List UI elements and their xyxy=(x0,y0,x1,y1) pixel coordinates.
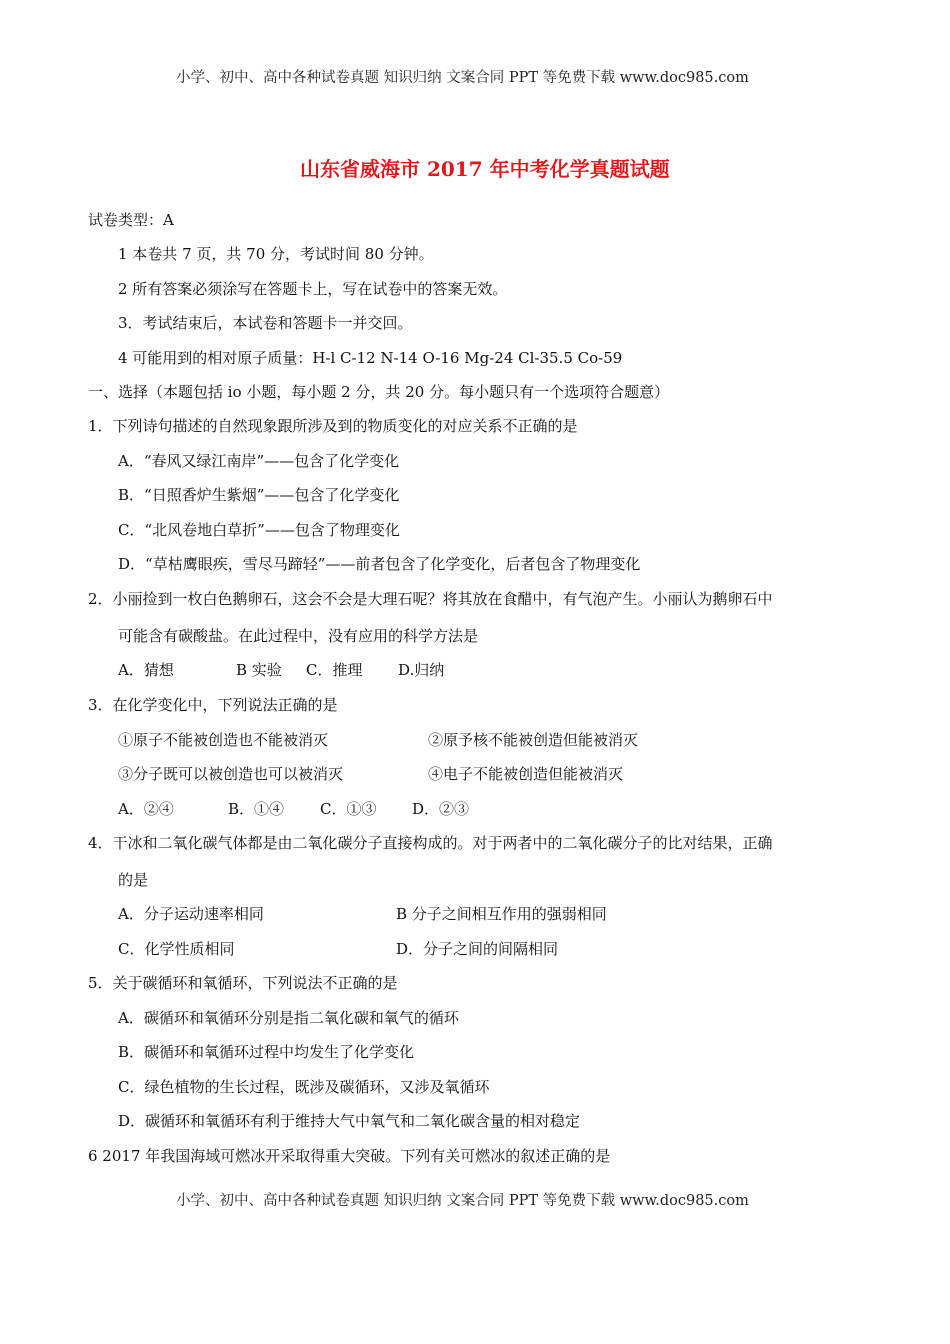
q3-stem: 3．在化学变化中，下列说法正确的是 xyxy=(88,696,338,714)
q2-stem-line2: 可能含有碳酸盐。在此过程中，没有应用的科学方法是 xyxy=(118,627,479,645)
instruction-2: 2 所有答案必须涂写在答题卡上，写在试卷中的答案无效。 xyxy=(118,280,508,298)
q2-stem-line1: 2．小丽捡到一枚白色鹅卵石，这会不会是大理石呢？将其放在食醋中，有气泡产生。小丽认为鹅卵石中 xyxy=(88,590,773,608)
q3-option-b: B．①④ xyxy=(228,800,285,818)
q3-statement-2: ②原予核不能被创造但能被消灭 xyxy=(428,731,639,749)
q3-statement-1: ①原子不能被创造也不能被消灭 xyxy=(118,731,329,749)
q4-option-a: A．分子运动速率相同 xyxy=(118,905,264,923)
q4-stem-line1: 4．干冰和二氧化碳气体都是由二氧化碳分子直接构成的。对于两者中的二氧化碳分子的比对结果，正确 xyxy=(88,834,773,852)
q3-statement-3: ③分子既可以被创造也可以被消灭 xyxy=(118,765,344,783)
q1-option-b: B．“日照香炉生紫烟”——包含了化学变化 xyxy=(118,486,400,504)
q4-option-c: C．化学性质相同 xyxy=(118,940,235,958)
q2-option-c: C．推理 xyxy=(306,661,363,679)
header-banner: 小学、初中、高中各种试卷真题 知识归纳 文案合同 PPT 等免费下载 www.doc985.com xyxy=(176,70,749,86)
q5-option-d: D．碳循环和氧循环有利于维持大气中氧气和二氧化碳含量的相对稳定 xyxy=(118,1112,581,1130)
q4-option-d: D．分子之间的间隔相同 xyxy=(396,940,559,958)
q5-stem: 5．关于碳循环和氧循环，下列说法不正确的是 xyxy=(88,974,398,992)
q2-option-b: B 实验 xyxy=(236,661,282,679)
q1-option-d: D．“草枯鹰眼疾，雪尽马蹄轻”——前者包含了化学变化，后者包含了物理变化 xyxy=(118,555,641,573)
instruction-1: 1 本卷共 7 页，共 70 分，考试时间 80 分钟。 xyxy=(118,245,434,263)
footer-banner: 小学、初中、高中各种试卷真题 知识归纳 文案合同 PPT 等免费下载 www.doc985.com xyxy=(176,1193,749,1209)
q5-option-a: A．碳循环和氧循环分别是指二氧化碳和氧气的循环 xyxy=(118,1009,459,1027)
q3-option-d: D．②③ xyxy=(412,800,470,818)
q2-option-d: D.归纳 xyxy=(398,661,445,679)
section-heading: 一、选择（本题包括 io 小题，每小题 2 分，共 20 分。每小题只有一个选项符合题意） xyxy=(88,383,670,401)
q5-option-b: B．碳循环和氧循环过程中均发生了化学变化 xyxy=(118,1043,415,1061)
q3-statement-4: ④电子不能被创造但能被消灭 xyxy=(428,765,624,783)
paper-type: 试卷类型：A xyxy=(88,211,174,229)
page-title: 山东省威海市 2017 年中考化学真题试题 xyxy=(300,157,670,181)
q4-stem-line2: 的是 xyxy=(118,871,149,889)
q6-stem: 6 2017 年我国海域可燃冰开采取得重大突破。下列有关可燃冰的叙述正确的是 xyxy=(88,1147,611,1165)
q3-option-c: C．①③ xyxy=(320,800,377,818)
q3-option-a: A．②④ xyxy=(118,800,174,818)
q5-option-c: C．绿色植物的生长过程，既涉及碳循环，又涉及氧循环 xyxy=(118,1078,490,1096)
q1-option-c: C．“北风卷地白草折”——包含了物理变化 xyxy=(118,521,400,539)
instruction-3: 3．考试结束后，本试卷和答题卡一并交回。 xyxy=(118,314,413,332)
instruction-4: 4 可能用到的相对原子质量：H-l C-12 N-14 O-16 Mg-24 Cl-35.5 Co-59 xyxy=(118,349,623,367)
q2-option-a: A．猜想 xyxy=(118,661,174,679)
q1-option-a: A．“春风又绿江南岸”——包含了化学变化 xyxy=(118,452,400,470)
q4-option-b: B 分子之间相互作用的强弱相同 xyxy=(396,905,607,923)
q1-stem: 1．下列诗句描述的自然现象跟所涉及到的物质变化的对应关系不正确的是 xyxy=(88,417,578,435)
